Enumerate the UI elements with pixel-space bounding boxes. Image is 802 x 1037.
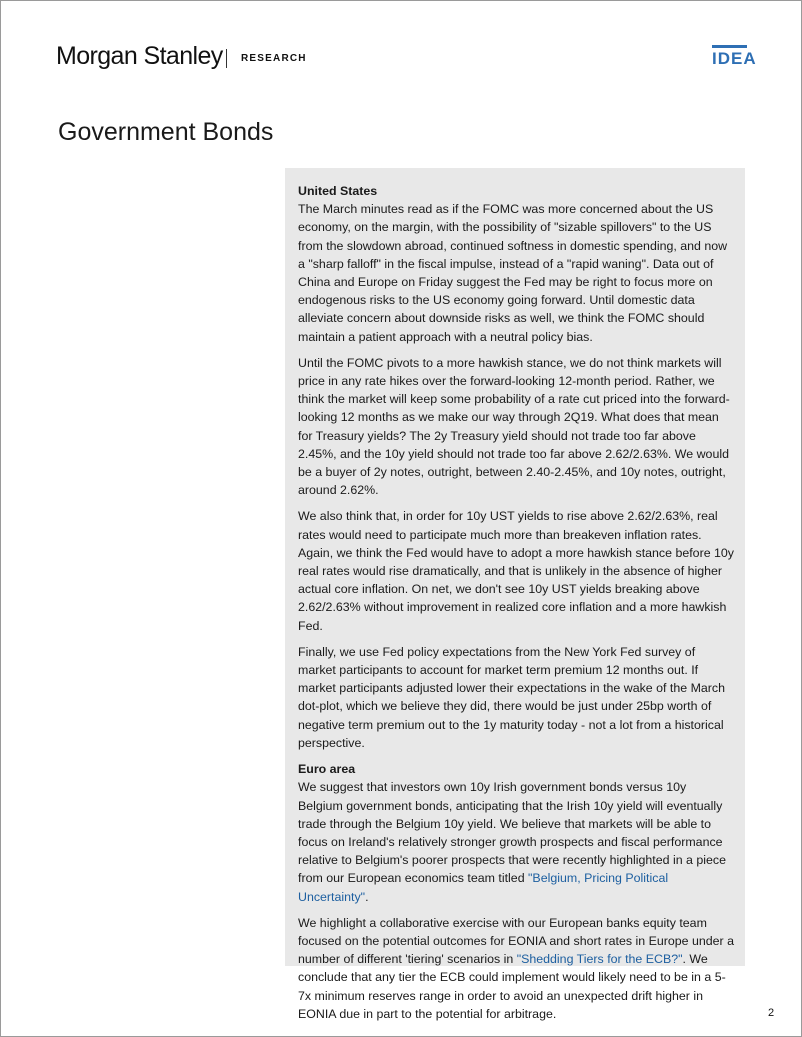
- euro-paragraph-1-text: We suggest that investors own 10y Irish government bonds versus 10y Belgium government bonds, anticipating that the Irish 10y yield will eventually trade through the Belgium 10y yield. We believe that markets will be able to focus on Ireland's relatively stronger growth prospects and fiscal performance relative to Belgium's poorer prospects that were recently highlighted in a piece from our European economics team titled: [298, 780, 727, 886]
- us-heading: United States: [298, 184, 378, 198]
- us-paragraph-1: The March minutes read as if the FOMC was more concerned about the US economy, on the margin, with the possibility of "sizable spillovers" to the US from the slowdown abroad, continued softness in domestic spending, and now a "sharp falloff" in the fiscal impulse, instead of a "rapid waning". Data out of China and Europe on Friday suggest the Fed may be right to focus more on endogenous risks to the US economy going forward. Until domestic data alleviate concern about downside risks as well, we think the FOMC should maintain a patient approach with a neutral policy bias.: [298, 202, 728, 344]
- belgium-report-link[interactable]: "Belgium, Pricing Political Uncertainty": [298, 871, 669, 904]
- euro-paragraph-2: [298, 914, 734, 1023]
- page-number: 2: [768, 1007, 775, 1019]
- us-paragraph-3: We also think that, in order for 10y UST yields to rise above 2.62/2.63%, real rates would need to participate much more than breakeven inflation rates. Again, we think the Fed would have to adopt a more hawkish stance before 10y real rates would rise dramatically, and that is unlikely in the absence of higher actual core inflation. On net, we don't see 10y UST yields breaking above 2.62/2.63% without improvement in realized core inflation and a more hawkish Fed.: [298, 509, 735, 633]
- euro-paragraph-1: [298, 778, 734, 905]
- page-title: Government Bonds: [58, 118, 274, 146]
- euro-paragraph-2-end: . We conclude that any tier the ECB could implement would likely need to be in a 5-7x minimum reserves range in order to avoid an unexpected drift higher in EONIA due in part to the potential for arbitrage.: [298, 952, 726, 1021]
- section-label: RESEARCH: [241, 53, 307, 64]
- euro-heading: Euro area: [298, 762, 356, 777]
- us-paragraph-4: Finally, we use Fed policy expectations from the New York Fed survey of market participants to account for market term premium 12 months out. If market participants adjusted lower their expectations in the wake of the March dot-plot, which we believe they did, there would be just under 25bp worth of negative term premium out to the 1y maturity today - not a lot from a historical perspective.: [298, 644, 726, 750]
- us-paragraph-2: Until the FOMC pivots to a more hawkish stance, we do not think markets will price in any rate hikes over the forward-looking 12-month period. Rather, we think the market will keep some probability of a rate cut priced into the forward-looking 12 months as we make our way through 2Q19. What does that mean for Treasury yields? The 2y Treasury yield should not trade too far above 2.45%, and the 10y yield should not trade too far above 2.62/2.63%. We would be a buyer of 2y notes, outright, between 2.40-2.45%, and 10y notes, outright, around 2.62%.: [298, 355, 730, 498]
- ecb-tiers-report-link[interactable]: "Shedding Tiers for the ECB?": [516, 952, 683, 967]
- idea-badge-bar: [712, 45, 747, 48]
- panel-content: [298, 182, 734, 1031]
- euro-paragraph-1-end: .: [365, 889, 369, 904]
- euro-paragraph-2-text: We highlight a collaborative exercise with our European banks equity team focused on the potential outcomes for EONIA and short rates in Europe under a number of different 'tiering' scenarios in: [298, 915, 735, 967]
- idea-badge-text: IDEA: [712, 49, 757, 68]
- morgan-stanley-logo: Morgan Stanley: [56, 42, 223, 70]
- idea-badge: [712, 45, 757, 69]
- header-divider: [226, 49, 227, 68]
